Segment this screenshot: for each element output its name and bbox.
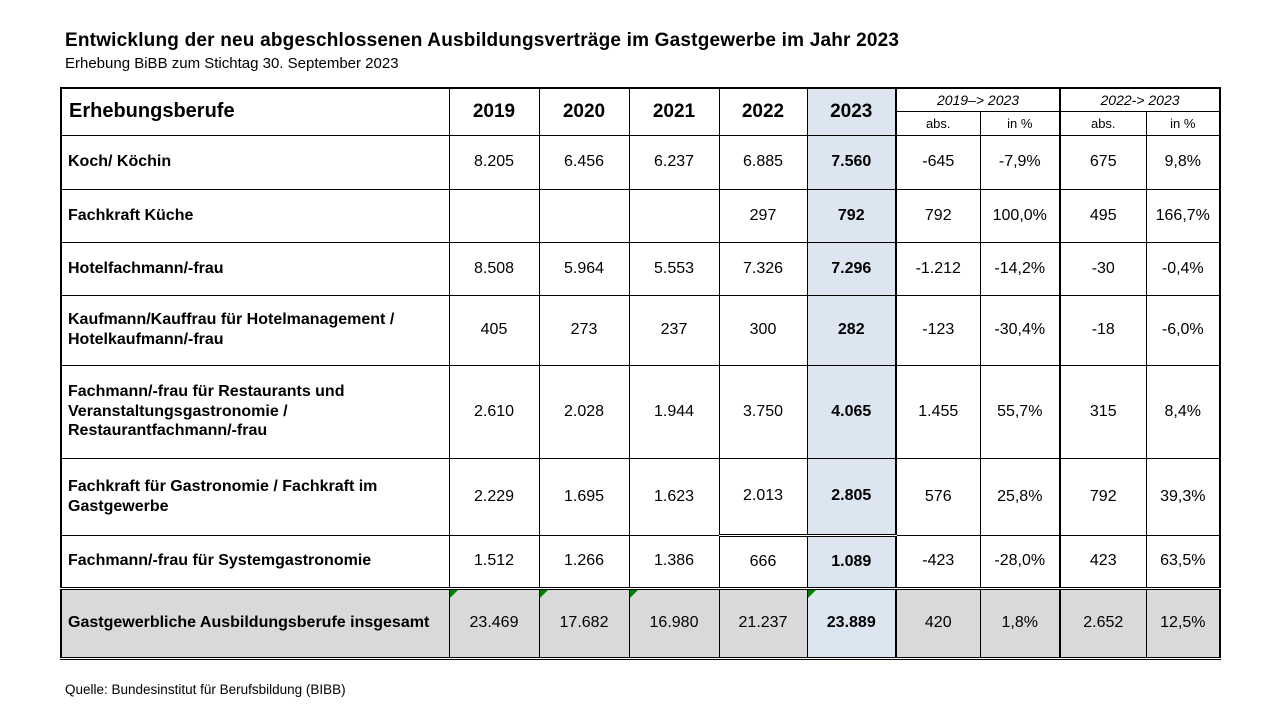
value-cell: 405: [449, 295, 539, 365]
total-row-label-cell: Gastgewerbliche Ausbildungsberufe insgesamt: [61, 588, 449, 658]
value-cell: 5.964: [539, 242, 629, 295]
value-cell: 55,7%: [980, 365, 1060, 458]
value-cell: 8,4%: [1146, 365, 1220, 458]
total-value-cell: 2.652: [1060, 588, 1146, 658]
total-value-cell: 23.469: [449, 588, 539, 658]
value-cell: 100,0%: [980, 189, 1060, 242]
total-value-cell: 420: [896, 588, 980, 658]
value-cell: 1.623: [629, 458, 719, 535]
table-row: [61, 295, 1220, 365]
value-cell: 39,3%: [1146, 458, 1220, 535]
value-cell: [539, 189, 629, 242]
column-header-2023: 2023: [807, 88, 896, 135]
value-cell: -1.212: [896, 242, 980, 295]
total-value-cell: 12,5%: [1146, 588, 1220, 658]
value-cell: 6.885: [719, 135, 807, 189]
value-cell: 2.805: [807, 458, 896, 535]
value-cell: 2.610: [449, 365, 539, 458]
value-cell: [629, 189, 719, 242]
value-cell: 2.229: [449, 458, 539, 535]
value-cell: 6.237: [629, 135, 719, 189]
subheader-abs-1: abs.: [896, 111, 980, 135]
value-cell: 297: [719, 189, 807, 242]
source-note: Quelle: Bundesinstitut für Berufsbildung (BIBB): [65, 681, 346, 697]
table-row: [61, 135, 1220, 189]
table-row: [61, 365, 1220, 458]
value-cell: 1.512: [449, 535, 539, 588]
column-header-2021: 2021: [629, 88, 719, 135]
value-cell: -18: [1060, 295, 1146, 365]
value-cell: 300: [719, 295, 807, 365]
page-title: Entwicklung der neu abgeschlossenen Ausbildungsverträge im Gastgewerbe im Jahr 2023: [65, 30, 900, 51]
value-cell: 273: [539, 295, 629, 365]
column-header-erhebungsberufe: Erhebungsberufe: [61, 88, 449, 135]
value-cell: 1.386: [629, 535, 719, 588]
column-header-2020: 2020: [539, 88, 629, 135]
value-cell: -30,4%: [980, 295, 1060, 365]
ausbildung-table: [60, 87, 1221, 660]
value-cell: -6,0%: [1146, 295, 1220, 365]
value-cell: 792: [1060, 458, 1146, 535]
total-value-cell: 17.682: [539, 588, 629, 658]
row-label-cell: Fachmann/-frau für Restaurants und Veranstaltungsgastronomie / Restaurantfachmann/-frau: [61, 365, 449, 458]
value-cell: -7,9%: [980, 135, 1060, 189]
value-cell: -423: [896, 535, 980, 588]
value-cell: 675: [1060, 135, 1146, 189]
value-cell: 2.028: [539, 365, 629, 458]
value-cell: 792: [807, 189, 896, 242]
value-cell: 3.750: [719, 365, 807, 458]
value-cell: 576: [896, 458, 980, 535]
row-label-cell: Kaufmann/Kauffrau für Hotelmanagement / Hotelkaufmann/-frau: [61, 295, 449, 365]
subheader-abs-2: abs.: [1060, 111, 1146, 135]
value-cell: 5.553: [629, 242, 719, 295]
value-cell: 25,8%: [980, 458, 1060, 535]
table-row: [61, 189, 1220, 242]
value-cell: 4.065: [807, 365, 896, 458]
value-cell: -645: [896, 135, 980, 189]
row-label-cell: Koch/ Köchin: [61, 135, 449, 189]
value-cell: 1.944: [629, 365, 719, 458]
value-cell: 7.296: [807, 242, 896, 295]
value-cell: 1.695: [539, 458, 629, 535]
total-value-cell: 21.237: [719, 588, 807, 658]
value-cell: 666: [719, 535, 807, 588]
subheader-pct-2: in %: [1146, 111, 1220, 135]
table-row: [61, 458, 1220, 535]
total-value-cell: 1,8%: [980, 588, 1060, 658]
value-cell: [449, 189, 539, 242]
column-header-2022: 2022: [719, 88, 807, 135]
value-cell: -28,0%: [980, 535, 1060, 588]
table-row: [61, 242, 1220, 295]
total-value-cell: 23.889: [807, 588, 896, 658]
value-cell: 9,8%: [1146, 135, 1220, 189]
table-body: [61, 135, 1220, 658]
row-label-cell: Hotelfachmann/-frau: [61, 242, 449, 295]
value-cell: 7.326: [719, 242, 807, 295]
value-cell: 237: [629, 295, 719, 365]
value-cell: 166,7%: [1146, 189, 1220, 242]
value-cell: 1.266: [539, 535, 629, 588]
value-cell: 495: [1060, 189, 1146, 242]
value-cell: -30: [1060, 242, 1146, 295]
value-cell: 2.013: [719, 458, 807, 535]
value-cell: 315: [1060, 365, 1146, 458]
value-cell: 8.205: [449, 135, 539, 189]
subheader-pct-1: in %: [980, 111, 1060, 135]
row-label-cell: Fachkraft Küche: [61, 189, 449, 242]
value-cell: 63,5%: [1146, 535, 1220, 588]
table-row: [61, 535, 1220, 588]
value-cell: 1.089: [807, 535, 896, 588]
row-label-cell: Fachkraft für Gastronomie / Fachkraft im Gastgewerbe: [61, 458, 449, 535]
value-cell: 282: [807, 295, 896, 365]
column-header-2019: 2019: [449, 88, 539, 135]
total-value-cell: 16.980: [629, 588, 719, 658]
group-header-2019-2023: 2019–> 2023: [896, 88, 1060, 111]
value-cell: 8.508: [449, 242, 539, 295]
value-cell: -14,2%: [980, 242, 1060, 295]
value-cell: -123: [896, 295, 980, 365]
value-cell: 6.456: [539, 135, 629, 189]
group-header-2022-2023: 2022-> 2023: [1060, 88, 1220, 111]
value-cell: 1.455: [896, 365, 980, 458]
table-header: [61, 88, 1220, 135]
value-cell: 7.560: [807, 135, 896, 189]
value-cell: -0,4%: [1146, 242, 1220, 295]
value-cell: 792: [896, 189, 980, 242]
value-cell: 423: [1060, 535, 1146, 588]
page-subtitle: Erhebung BiBB zum Stichtag 30. September 2023: [65, 55, 399, 72]
total-row: [61, 588, 1220, 658]
row-label-cell: Fachmann/-frau für Systemgastronomie: [61, 535, 449, 588]
